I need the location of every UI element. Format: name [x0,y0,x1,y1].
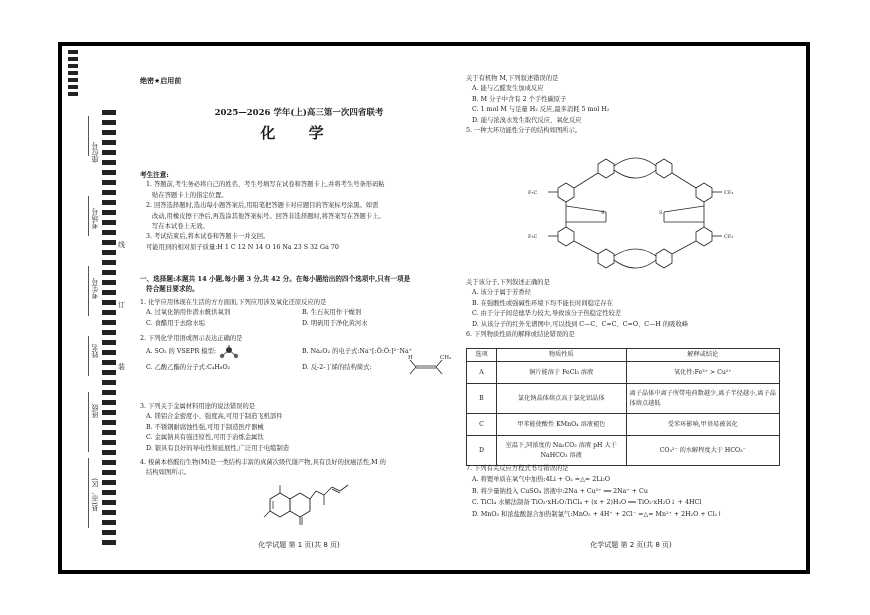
option-d: D. MnO₂ 和浓盐酸混合加热制氯气:MnO₂ + 4H⁺ + 2Cl⁻ =△= Mn²⁺ + 2H₂O + Cl₂↑ [472,510,723,518]
table-header: 选项 [467,349,497,362]
cf3-label: CF₃ [724,234,734,240]
question-4 [140,458,458,533]
option-c: C. 金属钠具有强还原性,可用于冶炼金属钛 [146,434,264,442]
sulfur-label: S [601,210,605,216]
binding-mark-staple: 订 [118,301,125,309]
table-cell: 氯化钠晶体熔点高于氯化铝晶体 [496,384,626,414]
structure-label-h: H [408,355,413,362]
table-cell: 氧化性:Fe³⁺ > Cu²⁺ [626,362,779,384]
option-a: A. 能与乙醛发生加成反应 [472,85,544,93]
seat-number-label: 座位号 [91,142,99,163]
option-b: B. M 分子中含有 2 个手性碳原子 [472,95,567,103]
option-a: A. 过氧化钠用作潜水艇供氧剂 [146,309,231,317]
question-5-stem: 5. 一种大环功能性分子的结构如图所示。 [466,127,582,135]
notice-line: 改动,用橡皮擦干净后,再选涂其他答案标号。回答非选择题时,将答案写在答题卡上。 [152,212,385,220]
exam-sheet [62,46,806,570]
cf3-label: F₃C [528,234,538,240]
option-b: B. 生石灰用作干燥剂 [302,309,362,317]
question-3 [140,402,458,454]
section-header: 一、选择题:本题共 14 小题,每小题 3 分,共 42 分。在每小题给出的四个选项中,只有一项是 符合题目要求的。 [140,275,411,294]
table-row [467,384,780,414]
question-1 [140,298,458,329]
question-4-options [466,74,796,136]
structure-label-ch3: CH₃ [440,355,452,362]
question-6-stem: 6. 下列物质性质的解释或结论错误的是 [466,331,575,339]
notice-line: 3. 考试结束后,将本试卷和答题卡一并交回。 [146,233,270,241]
table-cell: 室温下,同浓度的 Na₂CO₃ 溶液 pH 大于 NaHCO₃ 溶液 [496,436,626,466]
option-b: B. 在强酸性或强碱性环境下均不能长时间稳定存在 [472,299,613,307]
table-header-row [467,349,780,362]
sulfur-label: S [659,210,663,216]
option-d: D. 能与浓溴水发生取代反应、氧化反应 [472,116,582,124]
name-label: 姓名 [91,344,99,358]
question-5-options [466,278,796,340]
table-cell: 甲苯能使酸性 KMnO₄ 溶液褪色 [496,414,626,436]
vsepr-model-figure [218,345,240,359]
table-header: 解释或结论 [626,349,779,362]
option-d: D. 银具有良好的导电性和延展性,广泛用于电缆制造 [146,444,290,452]
class-label: 班级 [91,404,99,418]
option-c: C. TiCl₄ 水解法制备 TiO₂·xH₂O:TiCl₄ + (x + 2)H₂O ══ TiO₂·xH₂O↓ + 4HCl [472,499,702,507]
option-b: B. Na₂O₂ 的电子式:Na⁺[:Ö:Ö:]²⁻Na⁺ [302,348,413,356]
table-cell: C [467,414,497,436]
binding-mark-line: 线 [118,241,125,249]
table-row [467,414,780,436]
question-stem: 7. 下列有关反应方程式书写错误的是 [466,465,569,472]
option-a: A. SO₂ 的 VSEPR 模型: [146,344,302,360]
county-label: 县(市、区) [91,478,99,512]
notice-line: 贴在答题卡上的指定位置。 [152,191,228,199]
notice-line: 2. 回答选择题时,选出每小题答案后,用铅笔把答题卡对应题目的答案标号涂黑。如需 [146,202,379,210]
subject-title: 化 学 [260,124,338,142]
option-b: B. 将少量钠投入 CuSO₄ 溶液中:2Na + Cu²⁺ ══ 2Na⁺ + Cu [472,487,648,495]
table-cell: D [467,436,497,466]
question-7 [466,464,796,520]
page-2-footer: 化学试题 第 2 页(共 8 页) [590,541,672,549]
question-2 [140,334,458,376]
binding-strip [62,46,134,570]
table-cell: A [467,362,497,384]
secret-label: 绝密★启用前 [140,77,182,85]
macrocycle-structure [536,146,736,278]
table-cell: B [467,384,497,414]
option-a: A. 镁铝合金密度小、强度高,可用于制造飞机部件 [146,413,283,421]
notice-line: 可能用到的相对原子质量:H 1 C 12 N 14 O 16 Na 23 S 32 Ga 70 [146,243,339,251]
option-d: D. 从该分子的红外光谱图中,可以找到 C—C、C=C、C=O、C—H 的吸收峰 [472,320,689,328]
notice-block [140,170,458,253]
notice-title: 考生注意: [140,171,169,179]
question-stem-2: 结构如图所示。 [146,469,191,477]
question-intro: 关于有机物 M,下列叙述错误的是 [466,75,559,82]
table-header: 物质性质 [496,349,626,362]
table-cell: CO₃²⁻ 的水解程度大于 HCO₃⁻ [626,436,779,466]
notice-line: 写在本试卷上无效。 [152,223,209,231]
molecule-m-structure [250,479,360,533]
candidate-number-label: 考生号 [91,278,99,299]
table-cell: 受苯环影响,甲基易被氧化 [626,414,779,436]
option-c: C. 乙酸乙酯的分子式:C₄H₈O₂ [146,364,231,372]
question-6-table-wrap [466,348,796,466]
question-stem: 1. 化学应用体现在生活的方方面面,下列应用涉及氧化还原反应的是 [140,299,327,306]
table-row [467,362,780,384]
option-c: C. 由于分子间范德华力较大,导致该分子热稳定性较差 [472,310,622,318]
option-d: D. 反-2-丁烯的结构简式: CH₃ H [302,360,458,376]
cf3-label: CF₃ [724,190,734,196]
option-a: A. 将锂单质在氧气中加热:4Li + O₂ =△= 2Li₂O [472,476,611,484]
question-stem: 2. 下列化学用语或图示表达正确的是 [140,335,243,342]
notice-line: 1. 答题前,考生务必将自己的姓名、考生号填写在试卷和答题卡上,并将考生号条形码粘 [146,181,385,189]
option-c: C. 食醋用于去除水垢 [146,319,205,327]
option-d: D. 明矾用于净化黄河水 [302,319,368,327]
question-intro: 关于该分子,下列叙述正确的是 [466,279,550,286]
exam-title: 2025—2026 学年(上)高三第一次四省联考 [214,108,384,118]
table-row [467,436,780,466]
table-cell: 铜片能溶于 FeCl₃ 溶液 [496,362,626,384]
binding-mark-bind: 装 [118,363,125,371]
page-1-footer: 化学试题 第 1 页(共 8 页) [258,541,340,549]
question-stem: 4. 梭菌本格醛衍生物(M)是一类结构丰富的真菌次级代谢产物,具有良好的抗癌活性,M 的 [140,459,386,466]
cf3-label: F₃C [528,190,538,196]
table-cell: 离子晶体中离子所带电荷数越少,离子半径越小,离子晶体熔点越低 [626,384,779,414]
exam-room-label: 考场号 [91,208,99,229]
option-a: A. 该分子属于芳香烃 [472,289,531,297]
barcode-stripes [102,110,116,550]
registration-marks [68,50,78,100]
question-6-table [466,348,780,466]
question-stem: 3. 下列关于金属材料用途的说法错误的是 [140,403,256,410]
option-b: B. 不锈钢耐腐蚀性强,可用于制造医疗器械 [146,423,264,431]
option-c: C. 1 mol M 与足量 H₂ 反应,最多消耗 5 mol H₂ [472,106,610,114]
